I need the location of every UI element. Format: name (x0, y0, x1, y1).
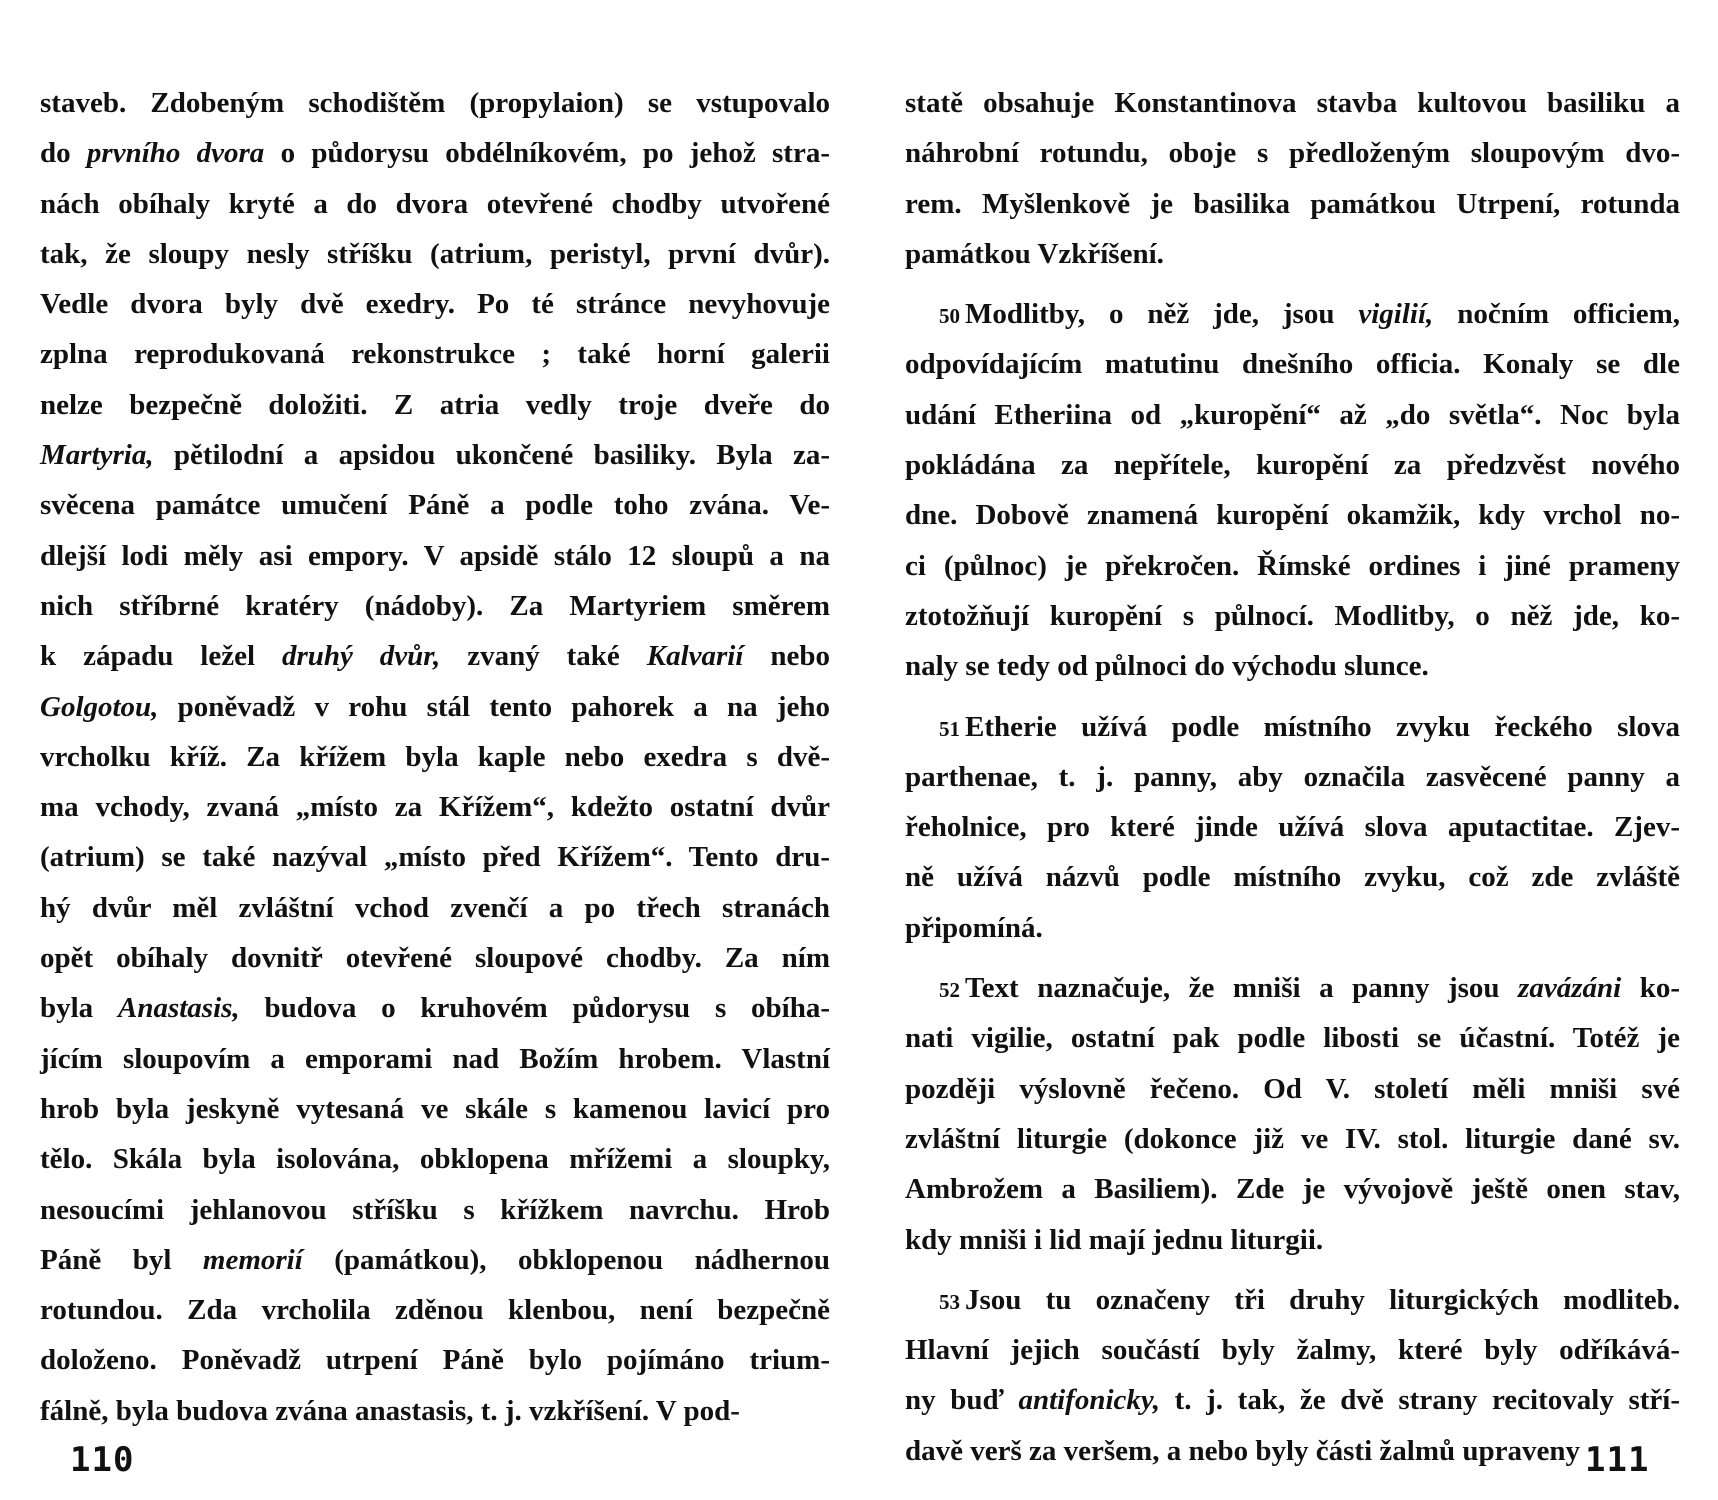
text-line: hý dvůr měl zvláštní vchod zvenčí a po třech stranách (40, 891, 830, 924)
text-line: opět obíhaly dovnitř otevřené sloupové chodby. Za ním (40, 942, 830, 975)
text-line: náhrobní rotundu, oboje s předloženým sloupovým dvo- (905, 137, 1680, 170)
text-line: Hlavní jejich součástí byly žalmy, které byly odříkává- (905, 1334, 1680, 1367)
text-line: do prvního dvora o půdorysu obdélníkovém, po jehož stra- (40, 137, 830, 170)
right-page-text (905, 78, 1680, 1476)
text-line: nati vigilie, ostatní pak podle libosti se účastní. Totéž je (905, 1022, 1680, 1055)
text-line: Ambrožem a Basiliem). Zde je vývojově ještě onen stav, (905, 1173, 1680, 1206)
page-number-left: 110 (70, 1440, 135, 1480)
text-line: fálně, byla budova zvána anastasis, t. j. vzkříšení. V pod- (40, 1394, 740, 1427)
text-line: svěcena památce umučení Páně a podle toho zvána. Ve- (40, 489, 830, 522)
text-line: byla Anastasis, budova o kruhovém půdorysu s obíha- (40, 992, 831, 1025)
footnote-53 (905, 1275, 1680, 1476)
text-line: Páně byl memorií (památkou), obklopenou nádhernou (40, 1243, 830, 1276)
text-line: vrcholku kříž. Za křížem byla kaple nebo exedra s dvě- (40, 740, 830, 773)
text-line: naly se tedy od půlnoci do východu slunce. (905, 650, 1429, 683)
footnote-number: 50 (939, 304, 960, 329)
text-line: nesoucími jehlanovou stříšku s křížkem navrchu. Hrob (40, 1193, 830, 1226)
text-line: Golgotou, poněvadž v rohu stál tento pahorek a na jeho (40, 690, 830, 723)
text-line: ny buď antifonicky, t. j. tak, že dvě strany recitovaly stří- (905, 1384, 1680, 1417)
paragraph (905, 78, 1680, 279)
text-line: ně užívá názvů podle místního zvyku, což zde zvláště (905, 861, 1680, 894)
text-line: ma vchody, zvaná „místo za Křížem“, kdežto ostatní dvůr (40, 791, 830, 824)
text-line: dlejší lodi měly asi empory. V apsidě stálo 12 sloupů a na (40, 539, 830, 572)
text-line: nách obíhaly kryté a do dvora otevřené chodby utvořené (40, 187, 830, 220)
text-line: později výslovně řečeno. Od V. století měli mniši své (905, 1072, 1680, 1105)
footnote-50 (905, 289, 1680, 691)
text-line: staveb. Zdobeným schodištěm (propylaion) se vstupovalo (40, 87, 830, 119)
text-line: zplna reprodukovaná rekonstrukce ; také horní galerii (40, 338, 830, 371)
text-line: památkou Vzkříšení. (905, 237, 1164, 270)
text-line: nelze bezpečně doložiti. Z atria vedly troje dveře do (40, 388, 830, 421)
text-line: Martyria, pětilodní a apsidou ukončené basiliky. Byla za- (40, 439, 830, 472)
text-line: připomíná. (905, 911, 1043, 944)
text-line: dne. Dobově znamená kuropění okamžik, kdy vrchol no- (905, 499, 1680, 532)
footnote-number: 52 (939, 978, 960, 1003)
footnote-number: 53 (939, 1289, 960, 1314)
text-line: statě obsahuje Konstantinova stavba kultovou basiliku a (905, 87, 1680, 119)
right-page (905, 0, 1680, 1500)
footnote-number: 51 (939, 716, 960, 741)
text-line: udání Etheriina od „kuropění“ až „do světla“. Noc byla (905, 398, 1680, 431)
text-line: 50 Modlitby, o něž jde, jsou vigilií, nočním officiem, (939, 298, 1681, 331)
text-line: tělo. Skála byla isolována, obklopena mřížemi a sloupky, (40, 1143, 830, 1176)
text-line: odpovídajícím matutinu dnešního officia. Konaly se dle (905, 348, 1680, 381)
text-line: jícím sloupovím a emporami nad Božím hrobem. Vlastní (40, 1042, 830, 1075)
text-line: ztotožňují kuropění s půlnocí. Modlitby, o něž jde, ko- (905, 599, 1680, 632)
footnote-52 (905, 963, 1680, 1265)
text-line: tak, že sloupy nesly stříšku (atrium, peristyl, první dvůr). (40, 237, 830, 270)
text-line: ci (půlnoc) je překročen. Římské ordines i jiné prameny (905, 549, 1680, 582)
text-line: rem. Myšlenkově je basilika památkou Utrpení, rotunda (905, 187, 1680, 220)
text-line: (atrium) se také nazýval „místo před Křížem“. Tento dru- (40, 841, 830, 874)
text-line: 53 Jsou tu označeny tři druhy liturgických modliteb. (939, 1283, 1680, 1316)
text-line: parthenae, t. j. panny, aby označila zasvěcené panny a (905, 760, 1680, 793)
footnote-51 (905, 702, 1680, 953)
text-line: 51 Etherie užívá podle místního zvyku řeckého slova (939, 710, 1680, 743)
text-line: řeholnice, pro které jinde užívá slova aputactitae. Zjev- (905, 811, 1680, 844)
left-page-text (40, 78, 830, 1436)
page-number-right: 111 (1585, 1440, 1650, 1480)
text-line: hrob byla jeskyně vytesaná ve skále s kamenou lavicí pro (40, 1092, 830, 1125)
text-line: rotundou. Zda vrcholila zděnou klenbou, není bezpečně (40, 1294, 830, 1327)
text-line: 52 Text naznačuje, že mniši a panny jsou zavázáni ko- (939, 972, 1680, 1005)
text-line: nich stříbrné kratéry (nádoby). Za Martyriem směrem (40, 589, 830, 622)
text-line: doloženo. Poněvadž utrpení Páně bylo pojímáno trium- (40, 1344, 830, 1377)
left-page (40, 0, 830, 1500)
text-line: zvláštní liturgie (dokonce již ve IV. stol. liturgie dané sv. (905, 1122, 1680, 1155)
text-line: davě verš za veršem, a nebo byly části žalmů upraveny (905, 1434, 1580, 1467)
text-line: k západu ležel druhý dvůr, zvaný také Kalvarií nebo (40, 640, 830, 673)
text-line: kdy mniši i lid mají jednu liturgii. (905, 1223, 1324, 1256)
text-line: Vedle dvora byly dvě exedry. Po té stránce nevyhovuje (40, 288, 830, 321)
text-line: pokládána za nepřítele, kuropění za předzvěst nového (905, 449, 1680, 482)
